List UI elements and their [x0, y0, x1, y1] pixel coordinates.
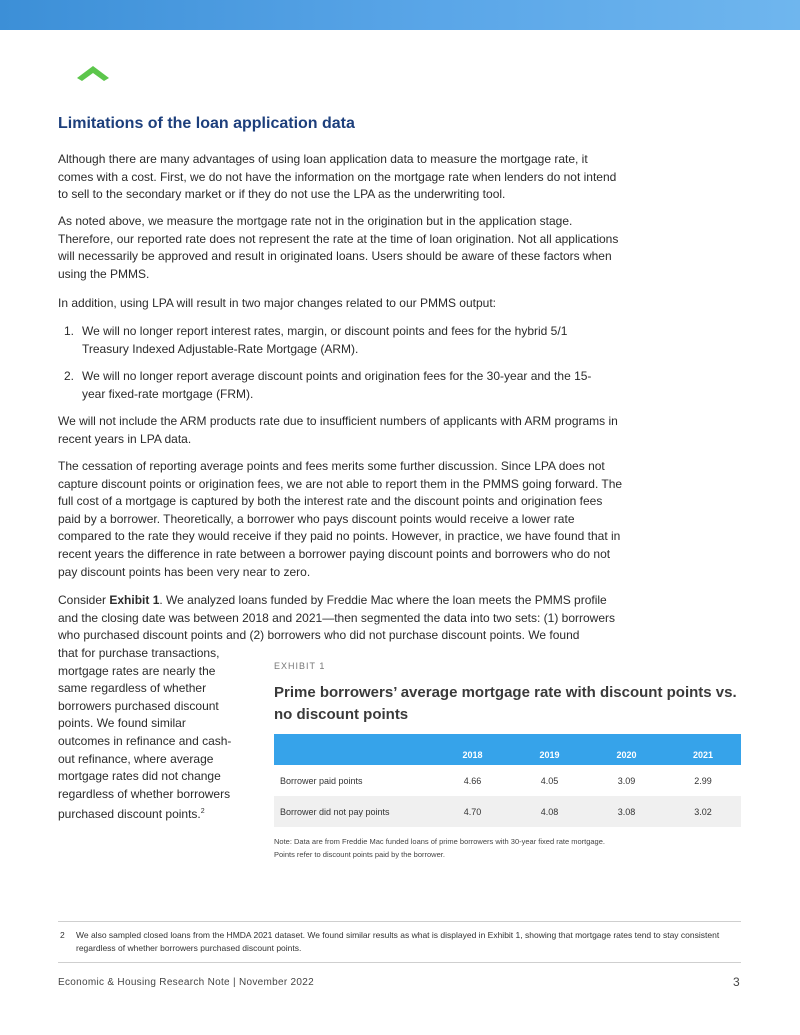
footnote-divider — [58, 921, 741, 922]
exhibit-table — [274, 734, 741, 827]
list-item — [64, 323, 604, 359]
list-number: 1. — [64, 324, 75, 338]
footnote-ref: 2 — [200, 808, 205, 816]
page-number: 3 — [733, 975, 740, 989]
table-cell: 2.99 — [694, 775, 712, 786]
table-cell: 4.66 — [463, 775, 482, 786]
table-cell: 3.02 — [694, 806, 712, 817]
column-header: 2021 — [692, 749, 714, 760]
column-header: 2018 — [462, 749, 483, 760]
footer-divider — [58, 962, 741, 963]
paragraph-3: In addition, using LPA will result in two major changes related to our PMMS output: — [58, 296, 497, 310]
table-cell: 4.08 — [540, 806, 559, 817]
table-cell: 4.70 — [463, 806, 482, 817]
exhibit-title: Prime borrowers’ average mortgage rate with discount points vs. no discount points — [274, 684, 737, 723]
list-text: We will no longer report average discount points and origination fees for the 30-year and the 15-year fixed-rate mortgage (FRM). — [82, 369, 592, 401]
exhibit-reference: Exhibit 1 — [109, 593, 160, 607]
table-row — [274, 796, 741, 827]
column-header: 2020 — [616, 749, 637, 760]
row-label: Borrower paid points — [280, 775, 363, 786]
footnote-number: 2 — [60, 930, 65, 940]
exhibit-note: Note: Data are from Freddie Mac funded loans of prime borrowers with 30-year fixed rate mortgage. Points refer to discount points paid by the borrower. — [274, 837, 605, 859]
exhibit-label: EXHIBIT 1 — [274, 661, 326, 671]
table-cell: 3.08 — [617, 806, 636, 817]
list-text: We will no longer report interest rates, margin, or discount points and fees for the hybrid 5/1 Treasury Indexed Adjustable-Rate Mortgage (ARM). — [82, 324, 568, 356]
footnote-text: We also sampled closed loans from the HMDA 2021 dataset. We found similar results as what is displayed in Exhibit 1, showing that mortgage rates tend to stay consistent regardless of whether borrowers purchased discount points. — [76, 930, 720, 953]
house-roof-icon — [77, 64, 109, 82]
table-row — [274, 765, 741, 796]
list-item — [64, 368, 604, 404]
paragraph-5: The cessation of reporting average points and fees merits some further discussion. Since LPA does not capture discount points or origination fees, we are not able to report them in the PMMS going forward. The full cost of a mortgage is captured by both the interest rate and the discount points and origination fees paid by a borrower. Theoretically, a borrower who pays discount points would receive a lower rate compared to the rate they would receive if they paid no points. However, in practice, we have found that in recent years the difference in rate between a borrower paying discount points and borrowers who do not pay discount points has been very near to zero. — [58, 459, 623, 579]
paragraph-1: Although there are many advantages of using loan application data to measure the mortgage rate, it comes with a cost. First, we do not have the information on the mortgage rate when lenders do not intend to sell to the secondary market or if they do not use the LPA as the underwriting tool. — [58, 152, 617, 202]
table-cell: 3.09 — [617, 775, 636, 786]
footer-text: Economic & Housing Research Note | November 2022 — [58, 977, 315, 988]
row-label: Borrower did not pay points — [280, 806, 390, 817]
brand-header-bar — [0, 0, 800, 30]
column-header: 2019 — [539, 749, 560, 760]
paragraph-consider: Consider Exhibit 1. We analyzed loans funded by Freddie Mac where the loan meets the PMMS profile and the closing date was between 2018 and 2021—then segmented the data into two sets: (1) borrowers who purchased discount points and (2) borrowers who did not purchase discount points. We found — [58, 593, 616, 643]
paragraph-4: We will not include the ARM products rate due to insufficient numbers of applicants with ARM programs in recent years in LPA data. — [58, 414, 618, 446]
paragraph-consider-side: that for purchase transactions, mortgage rates are nearly the same regardless of whether borrowers purchased discount points. We found similar outcomes in refinance and cash-out refinance, where average mortgage rates did not change regardless of whether borrowers purchased discount points.$^2$ — [58, 646, 232, 822]
column-header — [274, 734, 434, 765]
paragraph-2: As noted above, we measure the mortgage rate not in the origination but in the application stage. Therefore, our reported rate does not represent the rate at the time of loan origination. Not all applications will necessarily be approved and result in originated loans. Users should be aware of these factors when using the PMMS. — [58, 214, 619, 281]
table-header-row — [274, 734, 741, 765]
list-number: 2. — [64, 369, 75, 383]
table-cell: 4.05 — [540, 775, 559, 786]
section-title: Limitations of the loan application data — [58, 115, 355, 132]
